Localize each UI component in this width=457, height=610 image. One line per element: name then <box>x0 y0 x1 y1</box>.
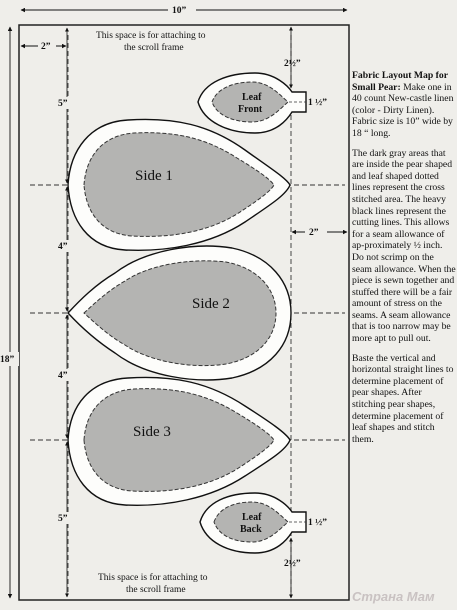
gap-label-row-1-2: 4” <box>58 242 68 252</box>
side-1-label: Side 1 <box>135 168 173 184</box>
leaf-back-gap-label: 2½” <box>284 559 301 569</box>
bottom-note-line1: This space is for attaching to <box>98 573 208 583</box>
basting-paragraph: Baste the vertical and horizontal straight lines to determine placement of pear shapes. After stitching pear shapes, determine placement of leaf shapes and stitch them. <box>352 352 454 445</box>
side-2-label: Side 2 <box>192 296 230 312</box>
leaf-front-gap-label: 2½” <box>284 59 301 69</box>
pear-side-3 <box>68 377 290 505</box>
top-note-line1: This space is for attaching to <box>96 31 206 41</box>
leaf-front-width-label: 1 ½” <box>308 98 327 108</box>
leaf-back-label-line2: Back <box>240 524 262 535</box>
leaf-front-label-line1: Leaf <box>242 92 262 103</box>
pear-side-2 <box>68 246 291 380</box>
width-dimension-label: 10” <box>172 6 187 16</box>
pear-side-1 <box>68 119 290 250</box>
intro-text: Make one in 40 count New-castle linen (color - Dirty Linen). Fabric size is 10” wide by 18 “ long. <box>352 81 454 139</box>
right-margin-dimension-label: 2” <box>309 228 319 238</box>
leaf-front <box>198 73 306 133</box>
gap-label-row-2-3: 4” <box>58 371 68 381</box>
instructions-panel <box>352 70 456 453</box>
height-dimension-label: 18” <box>0 355 15 365</box>
gap-label-bottom: 5” <box>58 514 68 524</box>
description-paragraph: The dark gray areas that are inside the pear shaped and leaf shaped dotted lines represent the cross stitched area. The heavy black lines represent the cutting lines. This allows for a seam allowance of ap-proximately ½ inch. Do not scrimp on the seam allowance. When the piece is sewn together and stuffed there will be a fair amount of stress on the seams. A seam allowance that is too narrow may be more apt to pull out. <box>352 147 456 345</box>
bottom-note-line2: the scroll frame <box>126 585 186 595</box>
top-note-line2: the scroll frame <box>124 43 184 53</box>
gap-label-top: 5” <box>58 99 68 109</box>
instructions-heading: Fabric Layout Map for Small Pear: <box>352 70 448 93</box>
watermark: Страна Мам <box>352 589 435 604</box>
leaf-back <box>200 493 306 553</box>
leaf-front-label-line2: Front <box>238 104 263 115</box>
left-margin-dimension-label: 2” <box>41 42 51 52</box>
side-3-label: Side 3 <box>133 424 171 440</box>
leaf-back-width-label: 1 ½” <box>308 518 327 528</box>
leaf-back-label-line1: Leaf <box>242 512 262 523</box>
intro-paragraph <box>352 70 456 140</box>
